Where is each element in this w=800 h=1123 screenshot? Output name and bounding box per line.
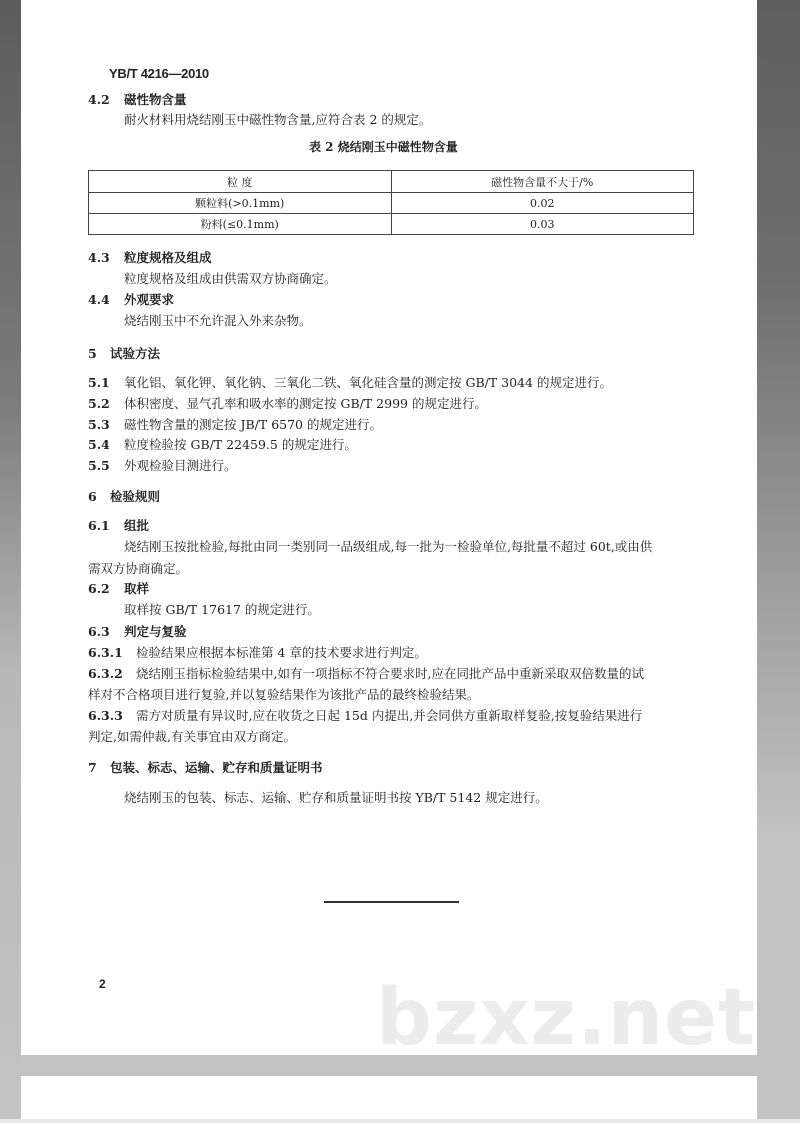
section-6-2-heading xyxy=(88,581,149,597)
section-title: 试验方法 xyxy=(110,346,161,361)
section-5-2 xyxy=(88,396,487,412)
table-2-magnetic-content xyxy=(88,170,694,235)
item-text: 外观检验目测进行。 xyxy=(124,458,237,473)
page-number: 2 xyxy=(99,977,106,991)
item-number: 6.3.1 xyxy=(88,645,123,660)
section-4-4-body: 烧结刚玉中不允许混入外来杂物。 xyxy=(124,313,312,328)
section-6-3-heading xyxy=(88,624,187,640)
section-6-3-3 xyxy=(88,708,642,724)
section-5-3 xyxy=(88,417,382,433)
table-header-row xyxy=(89,171,694,193)
section-title: 组批 xyxy=(124,518,150,533)
watermark-text: bzxz.net xyxy=(376,973,757,1063)
section-4-2-body: 耐火材料用烧结刚玉中磁性物含量,应符合表 2 的规定。 xyxy=(124,112,432,127)
section-4-2-heading xyxy=(88,92,187,108)
section-title: 检验规则 xyxy=(110,489,161,504)
section-number: 6.3 xyxy=(88,624,110,639)
item-number: 5.2 xyxy=(88,396,110,411)
table-cell: 粉料(≤0.1mm) xyxy=(89,214,392,235)
section-6-1-body-line2: 需双方协商确定。 xyxy=(88,561,189,576)
section-5-1 xyxy=(88,375,612,391)
section-4-3-heading xyxy=(88,250,212,266)
section-5-4 xyxy=(88,437,357,453)
item-text: 磁性物含量的测定按 JB/T 6570 的规定进行。 xyxy=(124,417,382,432)
table-2-caption: 表 2 烧结刚玉中磁性物含量 xyxy=(309,140,458,154)
standard-code-header: YB/T 4216—2010 xyxy=(109,66,209,81)
section-7-heading xyxy=(88,760,323,776)
section-6-heading xyxy=(88,489,160,505)
item-text: 体积密度、显气孔率和吸水率的测定按 GB/T 2999 的规定进行。 xyxy=(124,396,487,411)
item-text: 氧化铝、氧化钾、氧化钠、三氧化二铁、氧化硅含量的测定按 GB/T 3044 的规定进行。 xyxy=(124,375,612,390)
item-number: 5.5 xyxy=(88,458,110,473)
item-number: 5.4 xyxy=(88,437,110,452)
item-number: 5.3 xyxy=(88,417,110,432)
section-6-2-body: 取样按 GB/T 17617 的规定进行。 xyxy=(124,602,320,617)
section-6-1-body-line1: 烧结刚玉按批检验,每批由同一类别同一品级组成,每一批为一检验单位,每批量不超过 60t,或由供 xyxy=(124,539,653,554)
section-title: 判定与复验 xyxy=(124,624,187,639)
section-title: 包装、标志、运输、贮存和质量证明书 xyxy=(110,760,323,775)
table-cell: 颗粒料(>0.1mm) xyxy=(89,193,392,214)
section-6-3-2-line2: 样对不合格项目进行复验,并以复验结果作为该批产品的最终检验结果。 xyxy=(88,687,480,702)
section-4-3-body: 粒度规格及组成由供需双方协商确定。 xyxy=(124,271,337,286)
item-text: 粒度检验按 GB/T 22459.5 的规定进行。 xyxy=(124,437,357,452)
item-text: 烧结刚玉指标检验结果中,如有一项指标不符合要求时,应在同批产品中重新采取双倍数量的试 xyxy=(136,666,644,681)
section-title: 磁性物含量 xyxy=(124,92,187,107)
viewer-left-margin xyxy=(0,0,21,1123)
section-number: 5 xyxy=(88,346,97,361)
column-header-magnetic-content: 磁性物含量不大于/% xyxy=(391,171,694,193)
viewer-bottom-edge xyxy=(0,1119,800,1123)
section-number: 7 xyxy=(88,760,97,775)
section-6-3-3-line2: 判定,如需仲裁,有关事宜由双方商定。 xyxy=(88,729,296,744)
table-row xyxy=(89,214,694,235)
item-number: 6.3.2 xyxy=(88,666,123,681)
next-document-page xyxy=(21,1076,757,1119)
section-title: 粒度规格及组成 xyxy=(124,250,212,265)
table-row xyxy=(89,193,694,214)
item-number: 6.3.3 xyxy=(88,708,123,723)
item-text: 需方对质量有异议时,应在收货之日起 15d 内提出,并会同供方重新取样复验,按复验结果进行 xyxy=(136,708,643,723)
section-title: 取样 xyxy=(124,581,150,596)
section-7-body: 烧结刚玉的包装、标志、运输、贮存和质量证明书按 YB/T 5142 规定进行。 xyxy=(124,790,548,805)
section-6-3-2 xyxy=(88,666,644,682)
section-title: 外观要求 xyxy=(124,292,175,307)
document-page xyxy=(21,0,757,1063)
section-6-3-1 xyxy=(88,645,427,661)
section-number: 4.3 xyxy=(88,250,110,265)
end-of-standard-divider xyxy=(324,901,459,903)
section-number: 4.2 xyxy=(88,92,110,107)
section-5-heading xyxy=(88,346,160,362)
section-number: 4.4 xyxy=(88,292,110,307)
section-number: 6 xyxy=(88,489,97,504)
section-number: 6.2 xyxy=(88,581,110,596)
section-4-4-heading xyxy=(88,292,174,308)
table-cell: 0.02 xyxy=(391,193,694,214)
section-6-1-heading xyxy=(88,518,149,534)
section-5-5 xyxy=(88,458,237,474)
viewer-scrollbar-track[interactable] xyxy=(757,0,800,1123)
item-text: 检验结果应根据本标准第 4 章的技术要求进行判定。 xyxy=(136,645,427,660)
column-header-particle-size: 粒 度 xyxy=(89,171,392,193)
table-cell: 0.03 xyxy=(391,214,694,235)
section-number: 6.1 xyxy=(88,518,110,533)
item-number: 5.1 xyxy=(88,375,110,390)
